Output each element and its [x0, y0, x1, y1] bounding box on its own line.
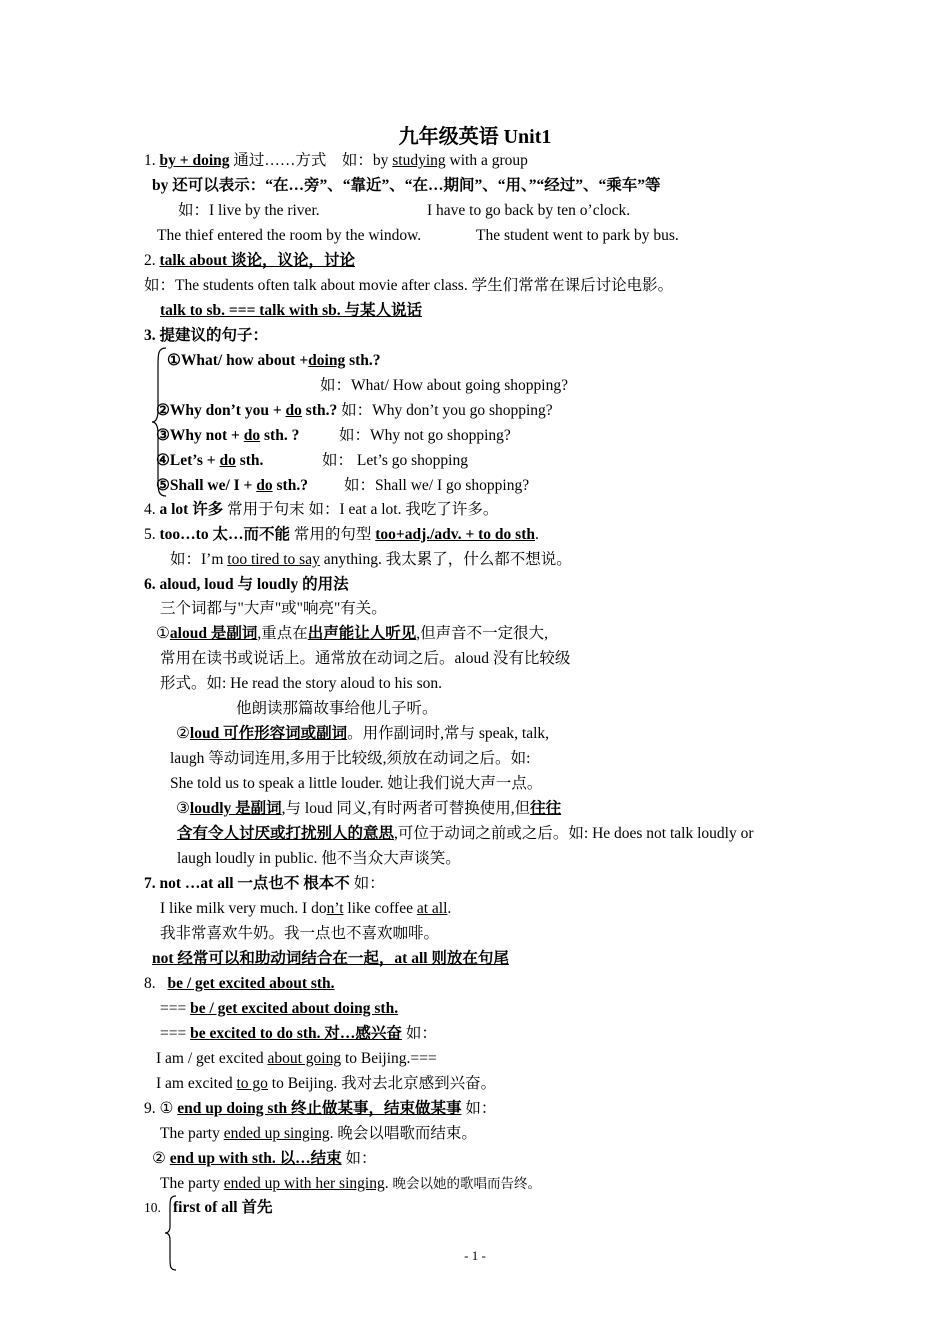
text: to Beijing. 我对去北京感到兴奋。 [267, 1075, 497, 1092]
section-3-heading: 3. 提建议的句子： [144, 327, 269, 344]
text: === [160, 1025, 191, 1042]
text: . 晚会以唱歌而结束。 [329, 1125, 477, 1142]
paragraph [177, 824, 754, 844]
section-num: 1. [144, 152, 160, 169]
paragraph: laugh loudly in public. 他不当众大声谈笑。 [177, 850, 461, 867]
paragraph [156, 624, 548, 644]
pattern: too+adj./adv. + to do sth [375, 526, 535, 543]
example-sentence: The thief entered the room by the window. [157, 227, 422, 244]
suggestion-3 [156, 426, 299, 446]
example-sentence: 如：Why not go shopping? [339, 427, 511, 444]
text: . [447, 900, 452, 917]
paragraph: She told us to speak a little louder. 她让我们说大声一点。 [170, 775, 543, 792]
marker: ① [156, 625, 170, 642]
note: not 经常可以和助动词结合在一起，at all 则放在句尾 [152, 950, 509, 967]
section-1-also: by 还可以表示：“在…旁”、“靠近”、“在…期间”、“用、”“经过”、“乘车”等 [152, 177, 661, 194]
translation: 晚会以她的歌唱而告终。 [392, 1176, 541, 1191]
section-num: 2. [144, 252, 160, 269]
example-sentence: 如：The students often talk about movie after class. 学生们常常在课后讨论电影。 [144, 277, 674, 294]
marker: ③ [176, 800, 190, 817]
phrase: first of all 首先 [173, 1199, 273, 1216]
emphasis: 出声能让人听见 [307, 625, 417, 642]
example-sentence: I have to go back by ten o’clock. [427, 202, 631, 219]
text: 如： [461, 1100, 497, 1117]
example-sentence: The student went to park by bus. [476, 227, 679, 244]
marker: ② [152, 1150, 170, 1167]
phrase: talk about 谈论，议论，讨论 [159, 252, 355, 269]
phrase: be excited to do sth. 对…感兴奋 [190, 1025, 402, 1042]
section-9-heading [144, 1099, 496, 1119]
phrase: be / get excited about doing sth. [190, 1000, 399, 1017]
example-sentence [170, 550, 572, 570]
section-5-line [144, 525, 539, 545]
paragraph: laugh 等动词连用,多用于比较级,须放在动词之后。如: [170, 750, 531, 767]
phrase: end up with sth. 以…结束 [169, 1150, 342, 1167]
explanation: 常用的句型 [289, 526, 376, 543]
suggestion-2 [156, 401, 553, 421]
phrase: talk to sb. === talk with sb. 与某人说话 [160, 302, 423, 319]
page-title: 九年级英语 Unit1 [398, 126, 552, 148]
emphasis: loud 可作形容词或副词 [189, 725, 348, 742]
phrase: 7. not …at all 一点也不 根本不 [144, 875, 350, 892]
section-num: 5. [144, 526, 160, 543]
paragraph [176, 724, 549, 744]
phrase: be / get excited about sth. [167, 975, 335, 992]
paragraph: 三个词都与"大声"或"响亮"有关。 [160, 600, 387, 617]
pattern-text: ②Why don’t you + [156, 402, 286, 419]
text: ,与 loud 同义,有时两者可替换使用,但 [281, 800, 531, 817]
paragraph: 他朗读那篇故事给他儿子听。 [236, 700, 438, 717]
text: 如： [349, 875, 385, 892]
pattern-text: sth.? [272, 477, 308, 494]
text: I am / get excited [156, 1050, 268, 1067]
text: 如： [341, 1150, 377, 1167]
emphasis: 往往 [530, 800, 562, 817]
marker: ② [176, 725, 190, 742]
example-sentence [160, 1174, 541, 1194]
section-num: 8. [144, 975, 160, 992]
pattern-underlined: do [243, 427, 261, 444]
pattern-underlined: do [256, 477, 273, 494]
underlined: n’t [326, 900, 344, 917]
section-num [144, 1198, 161, 1218]
text: The party [160, 1175, 224, 1192]
pattern-text: sth. [235, 452, 264, 469]
text: I am excited [156, 1075, 237, 1092]
translation: 我非常喜欢牛奶。我一点也不喜欢咖啡。 [160, 925, 440, 942]
pattern-text: sth.? [345, 352, 381, 369]
section-6-heading: 6. aloud, loud 与 loudly 的用法 [144, 576, 349, 593]
text: ,重点在 [257, 625, 308, 642]
paragraph [176, 799, 561, 819]
example-sentence [156, 1049, 437, 1069]
pattern-text: sth.? [301, 402, 338, 419]
text: The party [160, 1125, 224, 1142]
example-sentence: 如： Let’s go shopping [322, 452, 468, 469]
example-sentence: 如：I live by the river. [178, 202, 320, 219]
underlined: at all [416, 900, 448, 917]
text: ,可位于动词之前或之后。如: He does not talk loudly or [394, 825, 754, 842]
example-rest: with a group [445, 152, 528, 169]
phrase: by + doing [159, 152, 230, 169]
text: I like milk very much. I do [160, 900, 327, 917]
pattern-text: ③Why not + [156, 427, 244, 444]
pattern-text: ④Let’s + [156, 452, 220, 469]
meaning: 通过……方式 如：by [229, 152, 393, 169]
example-text: 如：I’m [170, 551, 228, 568]
text: . [384, 1175, 393, 1192]
example-underlined: studying [392, 152, 446, 169]
page-number: - 1 - [464, 1248, 486, 1263]
text: === [160, 1000, 191, 1017]
explanation: 常用于句末 如：I eat a lot. 我吃了许多。 [223, 501, 499, 518]
paragraph: 常用在读书或说话上。通常放在动词之后。aloud 没有比较级 [160, 650, 571, 667]
text: like coffee [343, 900, 417, 917]
punct: . [535, 526, 539, 543]
example-sentence: 如：Why don’t you go shopping? [337, 402, 553, 419]
underlined: to go [236, 1075, 268, 1092]
underlined: ended up singing [223, 1125, 330, 1142]
phrase: end up doing sth 终止做某事，结束做某事 [177, 1100, 462, 1117]
pattern-underlined: doing [308, 352, 346, 369]
section-7-heading [144, 874, 385, 894]
text: 。用作副词时,常与 speak, talk, [347, 725, 550, 742]
pattern-text: ⑤Shall we/ I + [156, 477, 257, 494]
example-text: anything. 我太累了，什么都不想说。 [319, 551, 572, 568]
phrase: a lot 许多 [159, 501, 224, 518]
equivalent [160, 1024, 437, 1044]
phrase: too…to 太…而不能 [159, 526, 290, 543]
example-sentence [160, 899, 451, 919]
example-underlined: too tired to say [227, 551, 320, 568]
text: ,但声音不一定很大, [416, 625, 549, 642]
pattern-underlined: do [285, 402, 302, 419]
emphasis: aloud 是副词 [169, 625, 258, 642]
section-num: 4. [144, 501, 160, 518]
suggestion-4 [156, 451, 263, 471]
pattern-underlined: do [219, 452, 236, 469]
example-sentence: 如：Shall we/ I go shopping? [344, 477, 530, 494]
example-sentence [156, 1074, 496, 1094]
example-sentence [160, 1124, 477, 1144]
emphasis: 含有令人讨厌或打扰别人的意思 [177, 825, 395, 842]
pattern-text: sth. ? [260, 427, 300, 444]
suggestion-5 [156, 476, 308, 496]
underlined: about going [267, 1050, 342, 1067]
pattern-text: ①What/ how about + [167, 352, 309, 369]
suggestion-1 [167, 351, 381, 371]
section-8-heading [144, 974, 335, 994]
section-4-line [144, 500, 498, 520]
emphasis: loudly 是副词 [189, 800, 282, 817]
equivalent [160, 999, 398, 1019]
example-sentence: 如：What/ How about going shopping? [320, 377, 568, 394]
paragraph: 形式。如: He read the story aloud to his son. [160, 675, 442, 692]
section-num: 9. ① [144, 1100, 178, 1117]
section-9-sub [152, 1149, 377, 1169]
section-1-line [144, 151, 528, 171]
text: 如： [401, 1025, 437, 1042]
section-num-text: 10. [144, 1200, 161, 1215]
text: to Beijing.=== [341, 1050, 437, 1067]
underlined: ended up with her singing [223, 1175, 385, 1192]
section-2-line [144, 251, 355, 271]
